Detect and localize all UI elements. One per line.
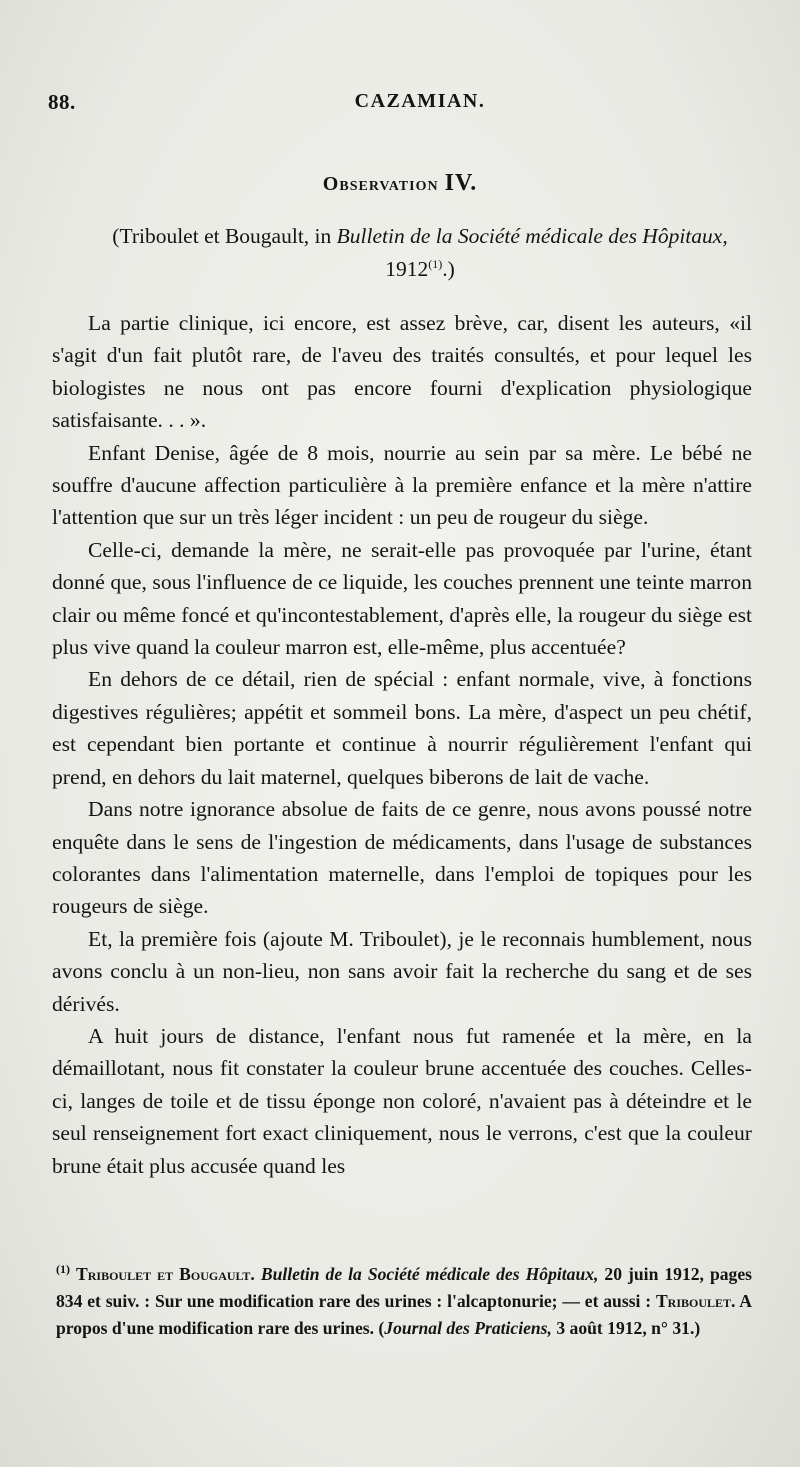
body-text xyxy=(52,307,752,1182)
footnote-details: 20 juin 1912, pages 834 et suiv. : Sur une modification rare des urines : l'alcaptonurie; — et aussi : xyxy=(56,1264,752,1311)
footnote-details3: 3 août 1912, n° 31.) xyxy=(551,1318,701,1338)
footnote-reference: (1) xyxy=(428,256,443,271)
paragraph: Et, la première fois (ajoute M. Triboulet), je le reconnais humblement, nous avons conclu à un non-lieu, non sans avoir fait la recherche du sang et de ses dérivés. xyxy=(52,926,752,1016)
source-year: 1912 xyxy=(385,257,429,281)
footnote-marker: (1) xyxy=(56,1262,70,1277)
source-close: .) xyxy=(442,257,455,281)
observation-title xyxy=(0,170,800,197)
paragraph: A huit jours de distance, l'enfant nous fut ramenée et la mère, en la démaillotant, nous fit constater la couleur brune accentuée des couches. Celles-ci, langes de toile et de tissu éponge non coloré, n'avaient pas à déteindre et le seul renseignement fort exact cliniquement, nous le verrons, c'est que la couleur brune était plus accusée quand les xyxy=(52,1023,752,1178)
source-open: (Triboulet et Bougault, in xyxy=(112,224,337,248)
paragraph: Dans notre ignorance absolue de faits de ce genre, nous avons poussé notre enquête dans le sens de l'ingestion de médicaments, dans l'usage de substances colorantes dans l'alimentation maternelle, dans l'emploi de topiques pour les rougeurs de siège. xyxy=(52,797,752,919)
running-header xyxy=(48,90,752,120)
footnote-details2: A propos d'une modification rare des urines. ( xyxy=(56,1291,752,1338)
paragraph: Celle-ci, demande la mère, ne serait-elle pas provoquée par l'urine, étant donné que, sous l'influence de ce liquide, les couches prennent une teinte marron clair ou même foncé et qu'incontestablement, d'après elle, la rougeur du siège est plus vive quand la couleur marron est, elle-même, plus accentuée? xyxy=(52,537,752,660)
observation-title-numeral: IV. xyxy=(444,170,478,196)
footnote-author2: Triboulet. xyxy=(655,1291,736,1311)
paragraph: La partie clinique, ici encore, est assez brève, car, disent les auteurs, «il s'agit d'un fait plutôt rare, de l'aveu des traités consultés, et pour lequel les biologistes ne nous ont pas encore fourni d'explication physiologique satisfaisante. . . ». xyxy=(52,311,752,433)
running-title: CAZAMIAN. xyxy=(354,90,486,112)
observation-title-word: Observation xyxy=(322,173,439,195)
paragraph: Enfant Denise, âgée de 8 mois, nourrie au sein par sa mère. Le bébé ne souffre d'aucune affection particulière à la première enfance et la mère n'attire l'attention que sur un très léger incident : un peu de rougeur du siège. xyxy=(52,440,752,530)
source-citation xyxy=(100,220,740,286)
footnote xyxy=(56,1261,752,1342)
source-journal: Bulletin de la Société médicale des Hôpitaux, xyxy=(336,224,728,248)
footnote-journal2: Journal des Praticiens, xyxy=(384,1318,552,1338)
footnote-authors: Triboulet et Bougault. xyxy=(76,1264,255,1284)
footnote-journal: Bulletin de la Société médicale des Hôpitaux, xyxy=(260,1264,599,1284)
paragraph: En dehors de ce détail, rien de spécial : enfant normale, vive, à fonctions digestives régulières; appétit et sommeil bons. La mère, d'aspect un peu chétif, est cependant bien portante et continue à nourrir régulièrement l'enfant qui prend, en dehors du lait maternel, quelques biberons de lait de vache. xyxy=(52,667,752,789)
page-number: 88. xyxy=(48,90,76,114)
